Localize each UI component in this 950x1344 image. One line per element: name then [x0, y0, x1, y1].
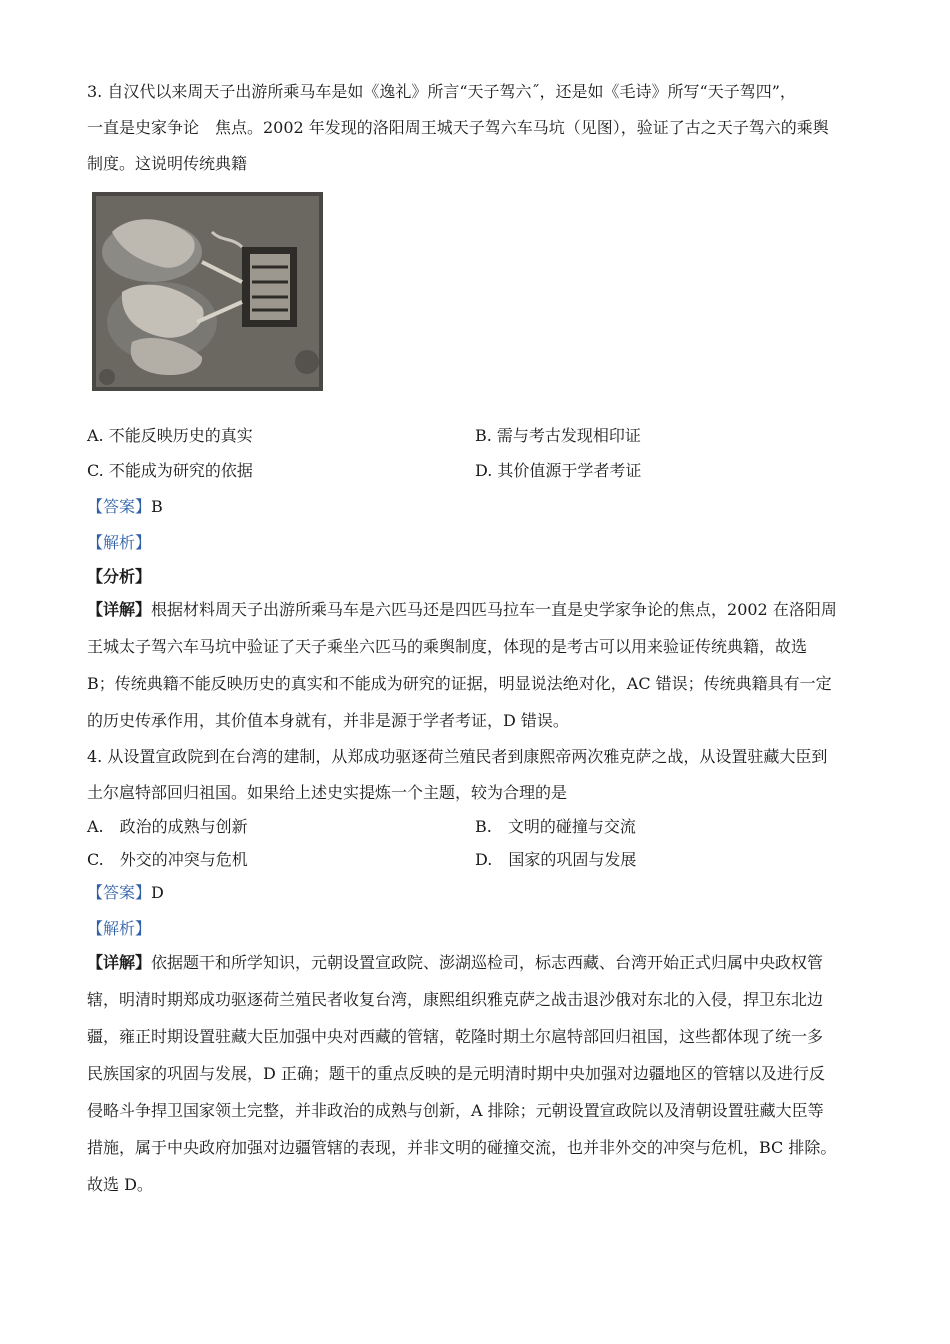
q3-answer-value: B [151, 497, 163, 516]
q3-jiexi-tag: 【解析】 [87, 533, 152, 552]
q4-answer-value: D [151, 883, 164, 902]
q3-stem-line-3: 制度。这说明传统典籍 [87, 154, 248, 173]
q3-stem-line-2: 一直是史家争论 焦点。2002 年发现的洛阳周王城天子驾六车马坑（见图），验证了古之天子驾六的乘舆 [87, 118, 829, 137]
q4-stem-line-1: 4. 从设置宣政院到在台湾的建制，从郑成功驱逐荷兰殖民者到康熙帝两次雅克萨之战，从设置驻藏大臣到 [87, 747, 828, 766]
q3-option-a: A. 不能反映历史的真实 [87, 426, 253, 445]
q4-detail-tag: 【详解】 [87, 953, 152, 972]
q3-stem-line-1: 3. 自汉代以来周天子出游所乘马车是如《逸礼》所言“天子驾六˝，还是如《毛诗》所写“天子驾四”， [87, 82, 796, 101]
q4-detail-line-4: 民族国家的巩固与发展，D 正确；题干的重点反映的是元明清时期中央加强对边疆地区的管辖以及进行反 [87, 1064, 825, 1083]
q3-detail-line-4: 的历史传承作用，其价值本身就有，并非是源于学者考证，D 错误。 [87, 711, 569, 730]
q3-option-d: D. 其价值源于学者考证 [475, 461, 642, 480]
q4-detail-line-1 [87, 953, 823, 973]
q4-option-d: D. 国家的巩固与发展 [475, 850, 637, 869]
chariot-pit-image [92, 192, 323, 391]
q3-detail-tag: 【详解】 [87, 600, 152, 619]
q4-detail-line-2: 辖，明清时期郑成功驱逐荷兰殖民者收复台湾，康熙组织雅克萨之战击退沙俄对东北的入侵，捍卫东北边 [87, 990, 824, 1009]
chariot-pit-photo [92, 192, 323, 391]
q4-option-b: B. 文明的碰撞与交流 [475, 817, 636, 836]
q3-detail-line-2: 王城太子驾六车马坑中验证了天子乘坐六匹马的乘舆制度，体现的是考古可以用来验证传统典籍，故选 [87, 637, 808, 656]
q3-detail-text-1: 根据材料周天子出游所乘马车是六匹马还是四匹马拉车一直是史学家争论的焦点，2002 在洛阳周 [151, 600, 837, 619]
q4-detail-line-3: 疆，雍正时期设置驻藏大臣加强中央对西藏的管辖，乾隆时期土尔扈特部回归祖国，这些都体现了统一多 [87, 1027, 824, 1046]
q4-detail-text-1: 依据题干和所学知识，元朝设置宣政院、澎湖巡检司，标志西藏、台湾开始正式归属中央政权管 [151, 953, 824, 972]
q4-detail-line-5: 侵略斗争捍卫国家领土完整，并非政治的成熟与创新，A 排除；元朝设置宣政院以及清朝设置驻藏大臣等 [87, 1101, 824, 1120]
q3-answer-tag: 【答案】 [87, 497, 152, 516]
q4-detail-line-7: 故选 D。 [87, 1175, 153, 1194]
q3-answer-line [87, 497, 163, 517]
q4-stem-line-2: 土尔扈特部回归祖国。如果给上述史实提炼一个主题，较为合理的是 [87, 783, 568, 802]
q4-option-c: C. 外交的冲突与危机 [87, 850, 248, 869]
q4-detail-line-6: 措施，属于中央政府加强对边疆管辖的表现，并非文明的碰撞交流，也并非外交的冲突与危机，BC 排除。 [87, 1138, 837, 1157]
q4-answer-line [87, 883, 164, 903]
q3-option-c: C. 不能成为研究的依据 [87, 461, 253, 480]
q3-option-b: B. 需与考古发现相印证 [475, 426, 641, 445]
q3-detail-line-1 [87, 600, 837, 620]
q4-answer-tag: 【答案】 [87, 883, 152, 902]
q4-option-a: A. 政治的成熟与创新 [87, 817, 248, 836]
q4-jiexi-tag: 【解析】 [87, 919, 152, 938]
q3-detail-line-3: B；传统典籍不能反映历史的真实和不能成为研究的证据，明显说法绝对化，AC 错误；传统典籍具有一定 [87, 674, 832, 693]
q3-fenxi-tag: 【分析】 [87, 567, 152, 586]
